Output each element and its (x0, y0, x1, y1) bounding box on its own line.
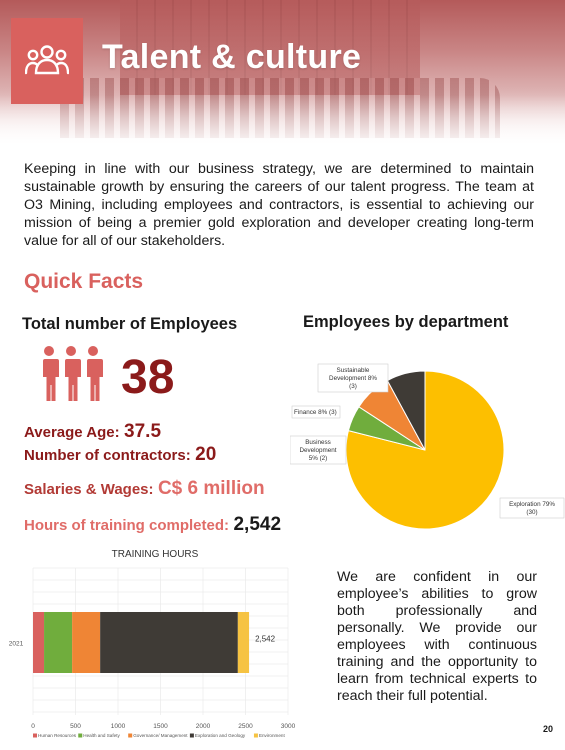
team-icon-box (11, 18, 83, 104)
department-heading: Employees by department (303, 313, 509, 331)
quick-facts-heading: Quick Facts (24, 270, 144, 293)
salaries-label: Salaries & Wages: (24, 481, 154, 498)
pie-label: Business (305, 439, 331, 446)
legend-swatch (128, 734, 132, 738)
employees-heading: Total number of Employees (22, 315, 238, 333)
legend-label: Governance/ Management (133, 733, 188, 738)
pie-label: (3) (349, 383, 357, 390)
team-icon (25, 44, 69, 76)
average-age-label: Average Age: (24, 424, 120, 441)
pie-label: 5% (2) (308, 455, 328, 462)
x-tick-label: 2500 (238, 723, 253, 730)
total-employees-value: 38 (121, 351, 175, 404)
people-icon (39, 345, 103, 403)
x-tick-label: 2000 (195, 723, 211, 730)
training-value: 2,542 (233, 514, 282, 535)
pie-label: Development 8% (329, 375, 377, 382)
chart-title: TRAINING HOURS (111, 549, 199, 560)
legend-swatch (33, 734, 37, 738)
legend-label: Environment (258, 733, 285, 738)
bar-segment (72, 612, 100, 673)
header-banner (0, 0, 565, 145)
category-label: 2021 (8, 640, 24, 648)
bar-segment (33, 612, 44, 673)
salaries-stat (24, 478, 265, 500)
pie-label: Sustainable (336, 367, 370, 374)
legend-swatch (254, 734, 258, 738)
x-tick-label: 3000 (280, 723, 296, 730)
average-age-value: 37.5 (124, 421, 162, 442)
pie-label: Development (299, 447, 337, 454)
legend-label: Health and Safety (83, 733, 120, 738)
legend-swatch (78, 734, 82, 738)
training-stat (24, 514, 281, 536)
x-tick-label: 1500 (153, 723, 168, 730)
department-pie-chart (290, 362, 565, 542)
bar-segment (100, 612, 238, 673)
intro-paragraph: Keeping in line with our business strategy, we are determined to maintain sustainable growth by ensuring the careers of our talent progress. The team at O3 Mining, including employees and contractors, is essential to achieving our mission of being a premier gold exploration and developer creating long-term value for all of our stakeholders. (24, 161, 534, 249)
total-data-label: 2,542 (255, 634, 276, 644)
contractors-stat (24, 444, 216, 466)
x-tick-label: 0 (31, 723, 35, 730)
pie-label: Finance 8% (3) (294, 409, 337, 416)
legend-label: Exploration and Geology (194, 733, 246, 738)
training-hours-chart (0, 540, 330, 748)
page-title: Talent & culture (102, 38, 362, 76)
pie-label: (30) (526, 509, 538, 516)
closing-paragraph: We are confident in our employee’s abilities to grow both professionally and personally. We provide our employees with continuous training and the opportunity to learn from technical experts to reach their full potential. (337, 569, 537, 704)
contractors-value: 20 (195, 444, 217, 465)
banner-fade (0, 95, 565, 145)
x-tick-label: 500 (70, 723, 81, 730)
page-number: 20 (543, 724, 554, 734)
training-label: Hours of training completed: (24, 517, 230, 534)
x-tick-label: 1000 (110, 723, 126, 730)
legend-label: Human Resources (38, 733, 77, 738)
salaries-value: C$ 6 million (157, 478, 265, 499)
legend-swatch (190, 734, 194, 738)
bar-segment (44, 612, 72, 673)
bar-segment (238, 612, 249, 673)
average-age-stat (24, 421, 161, 443)
contractors-label: Number of contractors: (24, 447, 191, 464)
pie-label: Exploration 79% (509, 501, 555, 508)
